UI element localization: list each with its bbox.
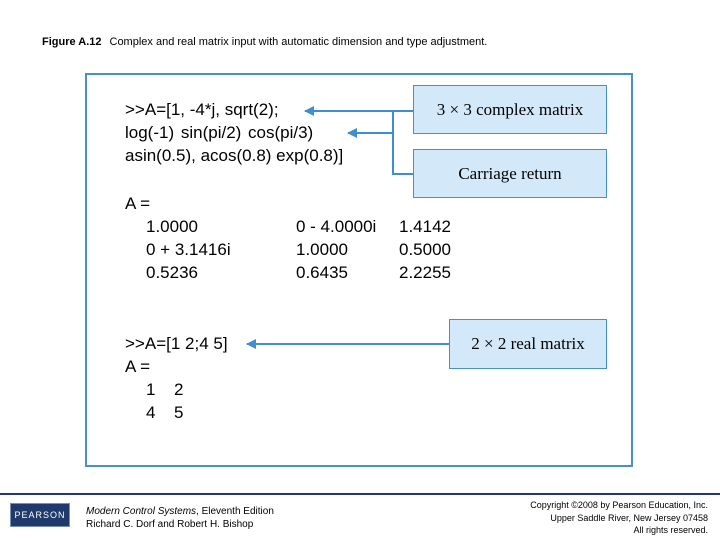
- book-title: Modern Control Systems: [86, 506, 197, 517]
- footer-divider: [0, 493, 720, 495]
- matrix1-r2-c1: 0 + 3.1416i: [146, 240, 231, 259]
- copyright-line-2: Upper Saddle River, New Jersey 07458: [550, 512, 708, 523]
- copyright-notice: [530, 499, 708, 537]
- matrix1-r1-c3: 1.4142: [399, 217, 451, 236]
- book-edition: , Eleventh Edition: [196, 506, 274, 517]
- command-line-1: >>A=[1, -4*j, sqrt(2);: [125, 100, 279, 119]
- callout-real-matrix-text: 2 × 2 real matrix: [471, 334, 585, 353]
- arrow-carriage-return-line2: [348, 133, 413, 174]
- matrix1-r2-c3: 0.5000: [399, 240, 451, 259]
- result-label-a-2: A =: [125, 357, 151, 376]
- callout-carriage-return-text: Carriage return: [458, 163, 562, 183]
- command-line-4: >>A=[1 2;4 5]: [125, 334, 228, 353]
- callout-complex-matrix-text: 3 × 3 complex matrix: [436, 99, 584, 119]
- matrix2-r2-c1: 4: [146, 403, 156, 422]
- matrix2-r1-c1: 1: [146, 380, 156, 399]
- pearson-logo: PEARSON: [10, 503, 70, 527]
- matrix2-r2-c2: 5: [174, 403, 184, 422]
- copyright-line-3: All rights reserved.: [633, 525, 708, 535]
- command-line-2: log(-1) sin(pi/2) cos(pi/3): [125, 123, 314, 142]
- matrix1-r3-c1: 0.5236: [146, 263, 198, 282]
- matrix2-r1-c2: 2: [174, 380, 184, 399]
- matrix1-r1-c2: 0 - 4.0000i: [296, 217, 377, 236]
- matrix1-r3-c3: 2.2255: [399, 263, 451, 282]
- result-label-a-1: A =: [125, 194, 151, 213]
- book-citation: [86, 505, 274, 531]
- figure-label: Figure A.12: [42, 36, 102, 48]
- command-line-3: asin(0.5), acos(0.8) exp(0.8)]: [125, 146, 344, 165]
- matrix1-r2-c2: 1.0000: [296, 240, 348, 259]
- matrix1-r1-c1: 1.0000: [146, 217, 198, 236]
- copyright-line-1: Copyright ©2008 by Pearson Education, Inc.: [530, 500, 708, 510]
- book-authors: Richard C. Dorf and Robert H. Bishop: [86, 519, 254, 530]
- matrix1-r3-c2: 0.6435: [296, 263, 348, 282]
- figure-caption-text: Complex and real matrix input with automatic dimension and type adjustment.: [109, 36, 488, 48]
